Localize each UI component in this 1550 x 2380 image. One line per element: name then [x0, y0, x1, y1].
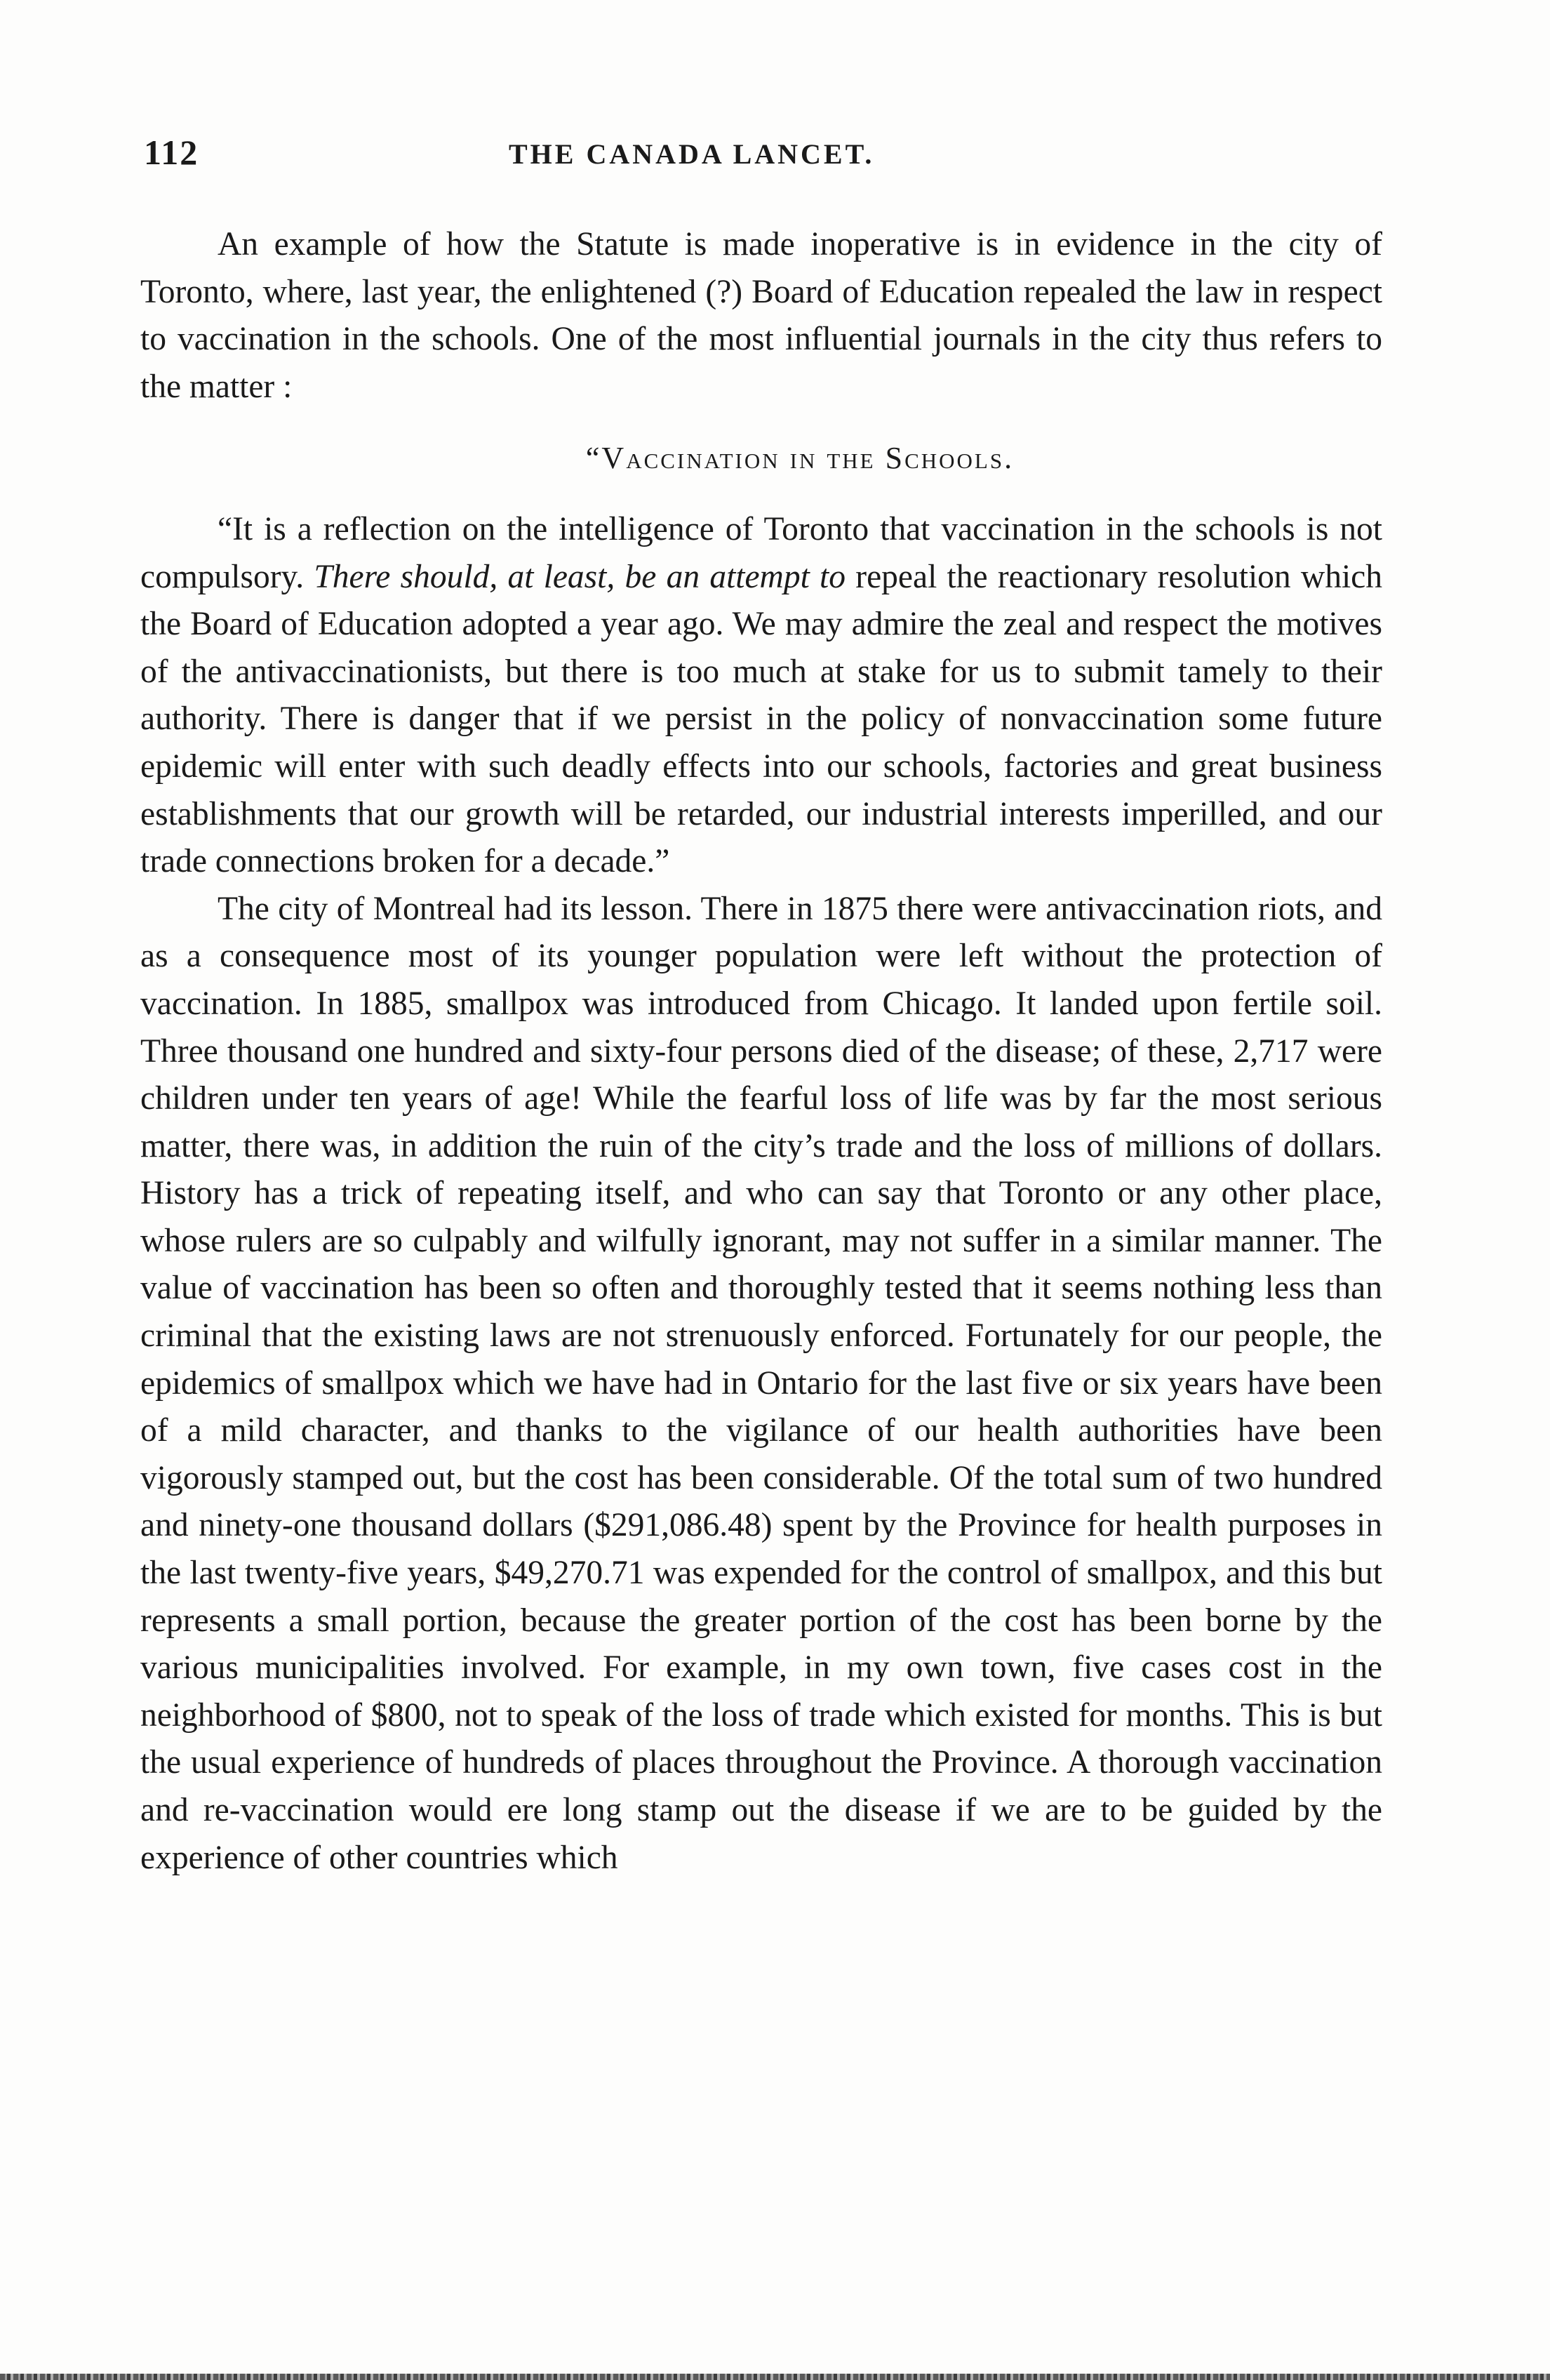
intro-paragraph: An example of how the Statute is made inoperative is in evidence in the city of Toronto, where, last year, the enlightened (?) Board of Education repealed the law in respect to vaccination in the schools. One of the most influential journals in the city thus refers to the matter : [140, 226, 1382, 405]
scan-edge-rule [0, 2374, 1550, 2380]
page-number: 112 [144, 133, 199, 172]
quote-italic-phrase: There should, at least, be an attempt to [314, 558, 846, 595]
section-heading: “Vaccination in the Schools. [585, 441, 1015, 476]
montreal-paragraph: The city of Montreal had its lesson. There in 1875 there were antivaccination riots, and as a consequence most of its younger population were left without the protection of vaccination. In 1885, smallpox was introduced from Chicago. It landed upon fertile soil. Three thousand one hundred and sixty-four persons died of the disease; of these, 2,717 were children under ten years of age! While the fearful loss of life was by far the most serious matter, there was, in addition the ruin of the city’s trade and the loss of millions of dollars. History has a trick of repeating itself, and who can say that Toronto or any other place, whose rulers are so culpably and wilfully ignorant, may not suffer in a similar manner. The value of vaccination has been so often and thoroughly tested that it seems nothing less than criminal that the existing laws are not strenuously enforced. Fortunately for our people, the epidemics of smallpox which we have had in Ontario for the last five or six years have been of a mild character, and thanks to the vigilance of our health authorities have been vigorously stamped out, but the cost has been considerable. Of the total sum of two hundred and ninety-one thousand dollars ($291,086.48) spent by the Province for health purposes in the last twenty-five years, $49,270.71 was expended for the control of smallpox, and this but represents a small portion, because the greater portion of the cost has been borne by the various municipalities involved. For example, in my own town, five cases cost in the neighborhood of $800, not to speak of the loss of trade which existed for months. This is but the usual experience of hundreds of places throughout the Province. A thorough vaccination and re-vaccination would ere long stamp out the disease if we are to be guided by the experience of other countries which [140, 890, 1382, 1876]
journal-title: THE CANADA LANCET. [509, 138, 875, 170]
running-head [144, 132, 1407, 181]
quote-opening: “It is a reflection on the intelligence of Toronto that vaccination in the schools is not compulsory. [140, 510, 1382, 595]
article-body [140, 221, 1382, 1882]
quote-paragraph [140, 506, 1382, 886]
quote-remainder: repeal the reactionary resolution which the Board of Education adopted a year ago. We may admire the zeal and respect the motives of the antivaccinationists, but there is too much at stake for us to submit tamely to their authority. There is danger that if we persist in the policy of nonvaccination some future epidemic will enter with such deadly effects into our schools, factories and great business establishments that our growth will be retarded, our industrial interests imperilled, and our trade connections broken for a decade.” [140, 558, 1382, 880]
